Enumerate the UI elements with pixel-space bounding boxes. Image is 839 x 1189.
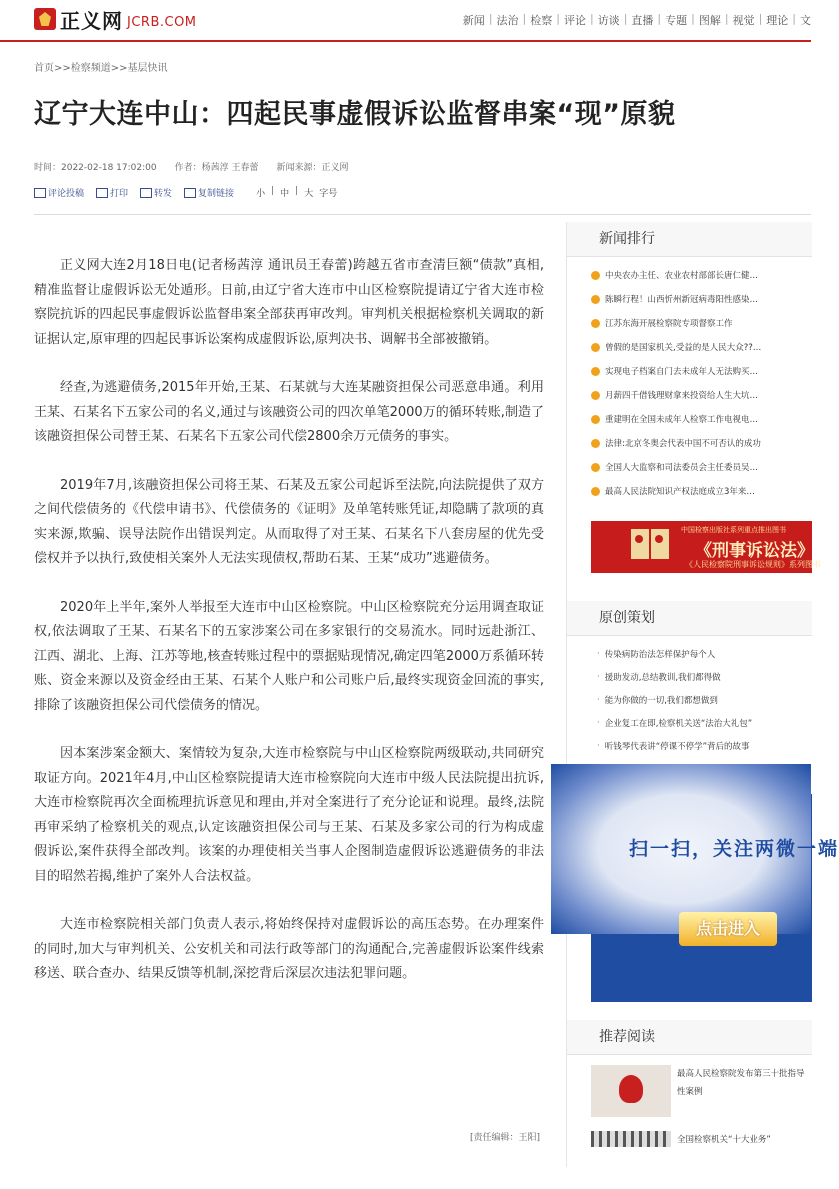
nav-item[interactable]: 检察 — [530, 14, 553, 27]
ranking-item[interactable] — [591, 479, 812, 503]
nav-item[interactable]: 文 — [800, 14, 811, 27]
ranking-item[interactable] — [591, 359, 812, 383]
nav-item[interactable]: 理论 — [766, 14, 789, 27]
original-item[interactable]: · 听钱琴代表讲“停课不停学”背后的故事 — [597, 734, 812, 757]
logo-text: 正义网 — [60, 8, 123, 33]
rank-dot-icon — [591, 295, 600, 304]
original-item[interactable]: · 传染病防治法怎样保护每个人 — [597, 642, 812, 665]
font-size-small[interactable]: 小 — [256, 189, 266, 199]
rank-dot-icon — [591, 391, 600, 400]
font-size-medium[interactable]: 中 — [280, 189, 290, 199]
ranking-item-title: 法律:北京冬奥会代表中国不可否认的成功 — [605, 439, 761, 449]
banner-line2: 《刑事诉讼法》 — [695, 541, 814, 561]
ranking-item[interactable] — [591, 455, 812, 479]
ranking-item-title: 全国人大监察和司法委员会主任委员吴… — [605, 463, 759, 473]
original-title: 原创策划 — [567, 601, 812, 636]
original-item[interactable]: · 援助发动,总结教训,我们都得做 — [597, 665, 812, 688]
wechat-banner[interactable] — [591, 794, 839, 1002]
rank-dot-icon — [591, 487, 600, 496]
ranking-item-title: 陈瞬行程！山西忻州新冠病毒阳性感染… — [605, 295, 759, 305]
news-source: 新闻来源：正义网 — [276, 163, 349, 173]
font-size-switcher: 小 | 中 | 大 字号 — [256, 186, 338, 199]
ranking-item-title: 月薪四千借钱理财拿来投资给人生大坑… — [605, 391, 759, 401]
forward-tool[interactable] — [140, 186, 172, 199]
rank-dot-icon — [591, 343, 600, 352]
article-toolbar — [34, 186, 337, 199]
ranking-title: 新闻排行 — [567, 222, 812, 257]
ranking-item[interactable] — [591, 287, 812, 311]
article-paragraph: 因本案涉案金额大、案情较为复杂,大连市检察院与中山区检察院两级联动,共同研究取证方向。2021年4月,中山区检察院提请大连市检察院向大连市中级人民法院提出抗诉,大连市检察院再次全面梳理抗诉意见和理由,并对全案进行了充分论证和说理。最终,法院再审采纳了检察机关的观点,认定该融资担保公司与王某、石某及多家公司的行为构成虚假诉讼,案件获得全部改判。该案的办理使相关当事人企图制造虚假诉讼逃避债务的非法目的昭然若揭,维护了案外人合法权益。 — [34, 746, 544, 884]
nav-item[interactable]: 直播 — [631, 14, 654, 27]
print-tool[interactable] — [96, 186, 128, 199]
rank-dot-icon — [591, 319, 600, 328]
comment-tool[interactable] — [34, 186, 84, 199]
article-author: 作者：杨茜淳 王春蕾 — [174, 163, 259, 173]
original-item[interactable]: · 能为你做的一切,我们都想做到 — [597, 688, 812, 711]
article-paragraph: 经查,为逃避债务,2015年开始,王某、石某就与大连某融资担保公司恶意串通。利用王某、石某名下五家公司的名义,通过与该融资公司的四次单笔2000万的循环转账,制造了该融资担保公司替王某、石某名下五家公司代偿2800余万元债务的事实。 — [34, 380, 544, 444]
ranking-item-title: 江苏东海开展检察院专项督察工作 — [605, 319, 733, 329]
font-size-label: 字号 — [319, 189, 338, 199]
emblem-icon — [635, 535, 643, 543]
ranking-item-title: 曾假的是国家机关,受益的是人民大众??… — [605, 343, 762, 353]
top-navigation: 新闻 | 法治 | 检察 | 评论 | 访谈 | 直播 | 专题 | 图解 | 视觉 | 理论 | 文 — [459, 12, 815, 28]
rank-dot-icon — [591, 415, 600, 424]
recommend-item-title: 全国检察机关“十大业务” — [677, 1135, 771, 1145]
ranking-item[interactable] — [591, 431, 812, 455]
original-item[interactable]: · 企业复工在即,检察机关送“法治大礼包” — [597, 711, 812, 734]
ranking-item-title: 实现电子档案自门去未成年人无法购买… — [605, 367, 759, 377]
rank-dot-icon — [591, 439, 600, 448]
site-logo[interactable] — [34, 6, 197, 32]
copy-link-tool[interactable] — [184, 186, 234, 199]
ranking-item[interactable] — [591, 263, 812, 287]
enter-button[interactable]: 点击进入 — [679, 912, 777, 946]
ranking-item[interactable] — [591, 407, 812, 431]
recommend-title: 推荐阅读 — [567, 1020, 812, 1055]
print-tool-label: 打印 — [110, 189, 129, 199]
article-meta — [34, 160, 348, 173]
ranking-item-title: 中央农办主任、农业农村部部长唐仁健… — [605, 271, 759, 281]
responsible-editor: [责任编辑：王阳] — [470, 1133, 541, 1143]
sidebar — [566, 222, 839, 1167]
ranking-item-title: 最高人民法院知识产权法庭成立3年来… — [605, 487, 755, 497]
comment-icon — [34, 188, 46, 198]
forward-icon — [140, 188, 152, 198]
ranking-item[interactable] — [591, 383, 812, 407]
nav-item[interactable]: 图解 — [698, 14, 721, 27]
ranking-item[interactable] — [591, 311, 812, 335]
article-paragraph: 正义网大连2月18日电(记者杨茜淳 通讯员王春蕾)跨越五省市查清巨额“债款”真相,精准监督让虚假诉讼无处遁形。日前,由辽宁省大连市中山区检察院提请辽宁省大连市检察院抗诉的四起民事虚假诉讼监督串案全部获再审改判。审判机关根据检察机关调取的新证据认定,原审理的四起民事诉讼案构成虚假诉讼,原判决书、调解书全部被撤销。 — [34, 258, 544, 347]
banner-line3: 《人民检察院刑事诉讼规则》系列图书 — [685, 560, 821, 569]
recommend-thumbnail — [591, 1131, 671, 1147]
article-title: 辽宁大连中山：四起民事虚假诉讼监督串案“现”原貌 — [34, 99, 676, 130]
site-header — [0, 0, 811, 42]
recommend-item-title: 最高人民检察院发布第三十批指导性案例 — [677, 1069, 805, 1097]
rank-dot-icon — [591, 367, 600, 376]
copy-link-label: 复制链接 — [198, 189, 235, 199]
article-paragraph: 2020年上半年,案外人举报至大连市中山区检察院。中山区检察院充分运用调查取证权,依法调取了王某、石某名下的五家涉案公司在多家银行的交易流水。同时远赴浙江、江西、湖北、上海、江苏等地,核查转账过程中的票据贴现情况,确定四笔2000万系循环转账、资金来源以及资金经由王某、石某个人账户和公司账户后,最终实现资金回流的事实,排除了该融资担保公司代偿债务的情况。 — [34, 599, 544, 713]
font-size-large[interactable]: 大 — [304, 189, 314, 199]
nav-item[interactable]: 新闻 — [462, 14, 485, 27]
forward-tool-label: 转发 — [154, 189, 173, 199]
logo-domain: JCRB.COM — [127, 14, 197, 30]
print-icon — [96, 188, 108, 198]
article-paragraph: 大连市检察院相关部门负责人表示,将始终保持对虚假诉讼的高压态势。在办理案件的同时,加大与审判机关、公安机关和司法行政等部门的沟通配合,完善虚假诉讼案件线索移送、联合查办、结果反馈等机制,深挖背后深层次违法犯罪问题。 — [34, 917, 544, 981]
link-icon — [184, 188, 196, 198]
header-divider — [34, 214, 811, 215]
recommend-list — [591, 1065, 812, 1189]
original-list — [567, 642, 812, 780]
recommend-item[interactable] — [591, 1131, 812, 1189]
logo-emblem-icon — [34, 8, 56, 30]
article-body — [34, 254, 544, 1011]
publish-time: 时间：2022-02-18 17:02:00 — [34, 163, 157, 173]
wechat-banner-text: 扫一扫，关注两微一端 — [629, 838, 839, 860]
ranking-item-title: 重建明在全国未成年人检察工作电视电… — [605, 415, 759, 425]
book-promo-banner[interactable] — [591, 521, 821, 573]
banner-line1: 中国检察出版社系列重点推出图书 — [681, 526, 786, 534]
comment-tool-label: 评论投稿 — [48, 189, 85, 199]
rank-dot-icon — [591, 271, 600, 280]
book-cover-icon — [631, 529, 649, 559]
ranking-item[interactable] — [591, 335, 812, 359]
nav-item[interactable]: 访谈 — [597, 14, 620, 27]
nav-item[interactable]: 视觉 — [732, 14, 755, 27]
nav-item[interactable]: 法治 — [496, 14, 519, 27]
nav-item[interactable]: 评论 — [563, 14, 586, 27]
breadcrumb[interactable]: 首页>>检察频道>>基层快讯 — [34, 63, 168, 74]
rank-dot-icon — [591, 463, 600, 472]
recommend-thumbnail — [591, 1065, 671, 1117]
article-paragraph: 2019年7月,该融资担保公司将王某、石某及五家公司起诉至法院,向法院提供了双方之间代偿债务的《代偿申请书》、代偿债务的《证明》及单笔转账凭证,却隐瞒了款项的真实来源,欺骗、误导法院作出错误判定。从而取得了对王某、石某名下八套房屋的优先受偿权并予以执行,致使相关案外人无法实现债权,帮助石某、王某“成功”逃避债务。 — [34, 477, 544, 566]
recommend-item[interactable] — [591, 1065, 812, 1123]
ranking-list — [567, 263, 812, 503]
nav-item[interactable]: 专题 — [665, 14, 688, 27]
